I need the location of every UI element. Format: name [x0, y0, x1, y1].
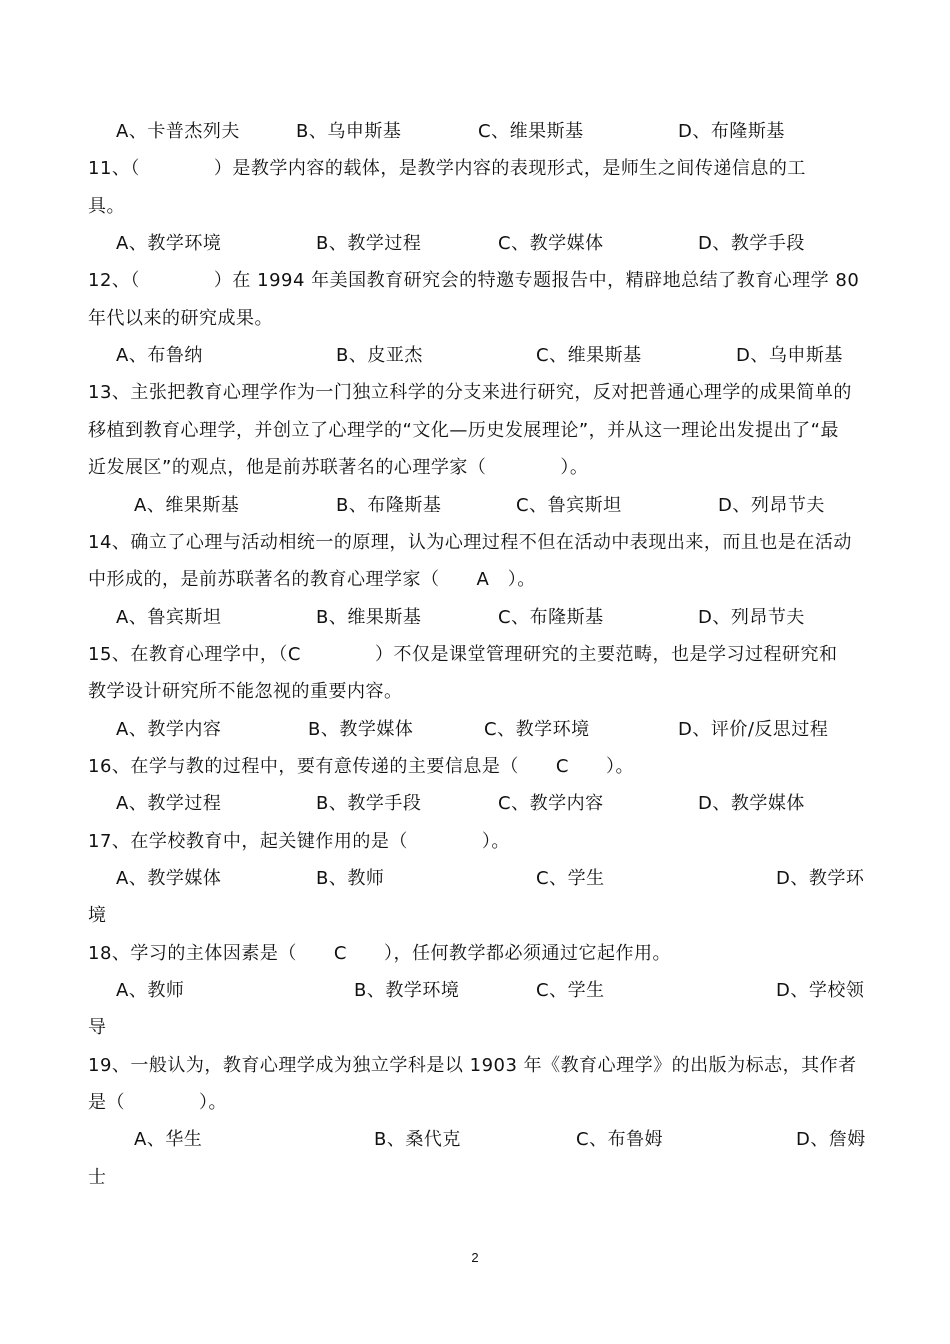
- q11-option-a: A、教学环境: [116, 233, 222, 254]
- q16-option-c: C、教学内容: [498, 793, 604, 814]
- q19-option-c: C、布鲁姆: [576, 1129, 664, 1150]
- q17-option-b: B、教师: [316, 868, 385, 889]
- q13-stem-line1: 13、主张把教育心理学作为一门独立科学的分支来进行研究，反对把普通心理学的成果简单的: [88, 382, 852, 403]
- q14-option-c: C、布隆斯基: [498, 607, 604, 628]
- q12-option-a: A、布鲁纳: [116, 345, 203, 366]
- q12-stem-line2: 年代以来的研究成果。: [88, 308, 273, 329]
- q13-option-c: C、鲁宾斯坦: [516, 495, 622, 516]
- q17-option-d-wrap: 境: [88, 905, 107, 926]
- q17-stem-line1: 17、在学校教育中，起关键作用的是（ ）。: [88, 831, 510, 852]
- q10-option-d: D、布隆斯基: [678, 121, 785, 142]
- q14-option-d: D、列昂节夫: [698, 607, 805, 628]
- q12-option-b: B、皮亚杰: [336, 345, 423, 366]
- q14-stem-line2: 中形成的，是前苏联著名的教育心理学家（ A ）。: [88, 569, 536, 590]
- q16-option-b: B、教学手段: [316, 793, 422, 814]
- q13-stem-line2: 移植到教育心理学，并创立了心理学的“文化—历史发展理论”，并从这一理论出发提出了“最: [88, 420, 839, 441]
- q14-stem-line1: 14、确立了心理与活动相统一的原理，认为心理过程不但在活动中表现出来，而且也是在活动: [88, 532, 852, 553]
- q10-option-a: A、卡普杰列夫: [116, 121, 240, 142]
- q11-option-d: D、教学手段: [698, 233, 805, 254]
- q17-option-d: D、教学环: [776, 868, 865, 889]
- q13-option-b: B、布隆斯基: [336, 495, 442, 516]
- q13-option-d: D、列昂节夫: [718, 495, 825, 516]
- q10-option-b: B、乌申斯基: [296, 121, 402, 142]
- q16-option-a: A、教学过程: [116, 793, 222, 814]
- q11-option-b: B、教学过程: [316, 233, 422, 254]
- q15-option-d: D、评价/反思过程: [678, 719, 829, 740]
- q15-option-c: C、教学环境: [484, 719, 590, 740]
- q19-option-d-wrap: 士: [88, 1167, 107, 1188]
- q17-option-c: C、学生: [536, 868, 605, 889]
- q15-stem-line2: 教学设计研究所不能忽视的重要内容。: [88, 681, 403, 702]
- q16-option-d: D、教学媒体: [698, 793, 805, 814]
- q18-stem-line1: 18、学习的主体因素是（ C ），任何教学都必须通过它起作用。: [88, 943, 671, 964]
- q11-stem-line2: 具。: [88, 196, 125, 217]
- q18-option-c: C、学生: [536, 980, 605, 1001]
- q19-option-d: D、詹姆: [796, 1129, 866, 1150]
- q12-option-c: C、维果斯基: [536, 345, 642, 366]
- q13-stem-line3: 近发展区”的观点，他是前苏联著名的心理学家（ ）。: [88, 457, 589, 478]
- q18-option-a: A、教师: [116, 980, 185, 1001]
- q15-stem-line1: 15、在教育心理学中，（C ）不仅是课堂管理研究的主要范畴，也是学习过程研究和: [88, 644, 838, 665]
- q11-option-c: C、教学媒体: [498, 233, 604, 254]
- q12-stem-line1: 12、（ ）在 1994 年美国教育研究会的特邀专题报告中，精辟地总结了教育心理学 80: [88, 270, 860, 291]
- q15-option-b: B、教学媒体: [308, 719, 414, 740]
- q14-option-b: B、维果斯基: [316, 607, 422, 628]
- q19-stem-line2: 是（ ）。: [88, 1092, 227, 1113]
- q19-option-b: B、桑代克: [374, 1129, 461, 1150]
- q19-stem-line1: 19、一般认为，教育心理学成为独立学科是以 1903 年《教育心理学》的出版为标志，其作者: [88, 1055, 857, 1076]
- q17-option-a: A、教学媒体: [116, 868, 222, 889]
- q15-option-a: A、教学内容: [116, 719, 222, 740]
- q16-stem-line1: 16、在学与教的过程中，要有意传递的主要信息是（ C ）。: [88, 756, 634, 777]
- q14-option-a: A、鲁宾斯坦: [116, 607, 222, 628]
- q10-option-c: C、维果斯基: [478, 121, 584, 142]
- q19-option-a: A、华生: [134, 1129, 203, 1150]
- page-number: 2: [471, 1250, 479, 1265]
- q12-option-d: D、乌申斯基: [736, 345, 843, 366]
- q13-option-a: A、维果斯基: [134, 495, 240, 516]
- q18-option-d: D、学校领: [776, 980, 865, 1001]
- q11-stem-line1: 11、（ ）是教学内容的载体，是教学内容的表现形式，是师生之间传递信息的工: [88, 158, 806, 179]
- q18-option-b: B、教学环境: [354, 980, 460, 1001]
- q18-option-d-wrap: 导: [88, 1017, 107, 1038]
